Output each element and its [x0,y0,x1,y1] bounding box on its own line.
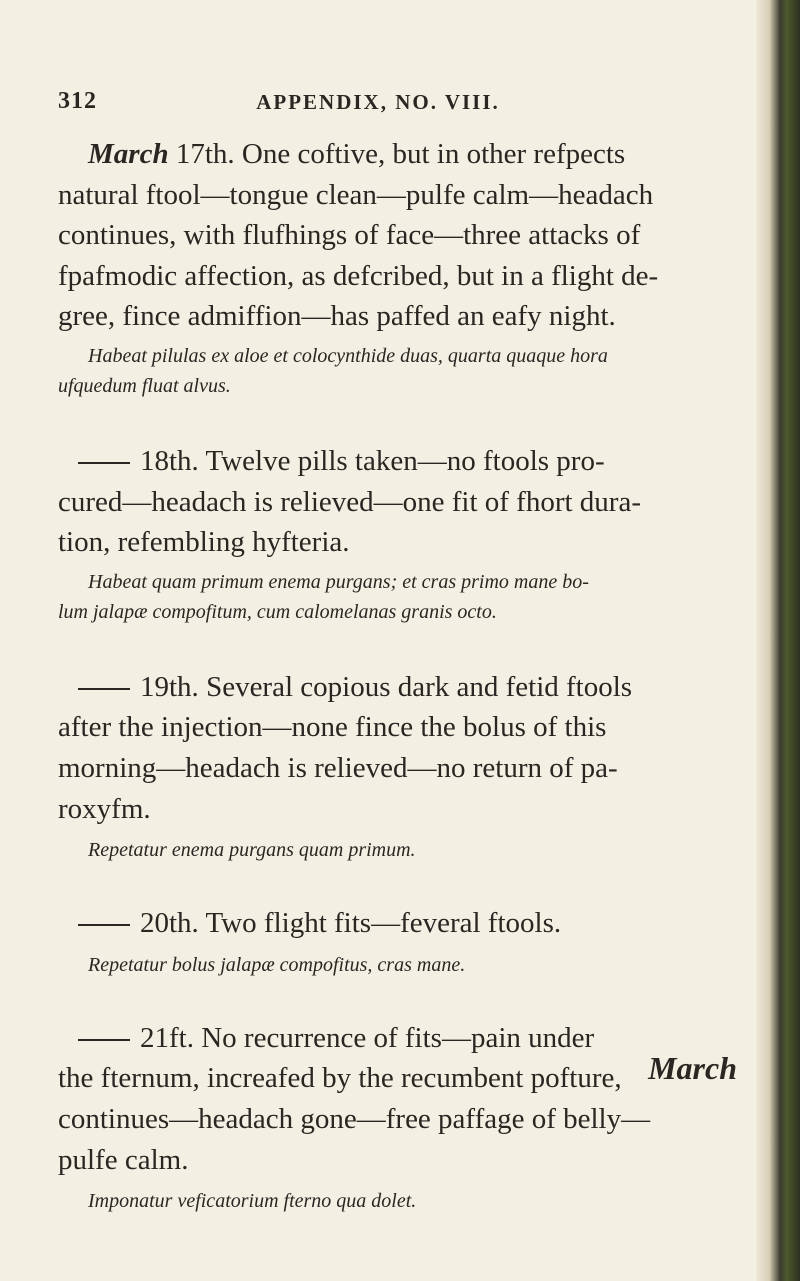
ditto-dash [78,688,130,690]
ditto-dash [78,1039,130,1041]
entry-line: continues, with flufhings of face—three attacks of [58,219,641,252]
entry-line [58,134,710,175]
prescription-line [58,339,710,373]
entry-line: natural ftool—tongue clean—pulfe calm—headach [58,178,654,211]
entry-20th [58,903,710,982]
entry-19th [58,667,710,867]
entry-line: pulfe calm. [58,1143,189,1176]
running-head: APPENDIX, NO. VIII. [256,90,500,114]
prescription-text: Imponatur veficatorium fterno qua dolet. [88,1190,417,1213]
entry-text: No recurrence of fits—pain under [201,1021,595,1054]
prescription-text: Repetatur bolus jalapæ compofitus, cras mane. [88,953,466,976]
prescription-line [58,565,710,599]
entry-day: 20th. [140,907,199,940]
entry-line: the fternum, increafed by the recumbent pofture, [58,1062,622,1095]
entry-text: Several copious dark and fetid ftools [206,670,633,703]
book-spine-edge [756,0,800,1281]
entry-month: March [88,138,169,170]
catchword: March [648,1050,737,1086]
entry-line: morning—headach is relieved—no return of pa- [58,751,618,784]
entry-text: Two flight fits—feveral ftools. [205,907,562,940]
entry-line [58,667,710,708]
entry-line: roxyfm. [58,792,151,825]
entry-line: after the injection—none fince the bolus of this [58,711,607,744]
entry-march-17 [58,134,710,403]
ditto-dash [78,462,130,464]
entry-line: fpafmodic affection, as defcribed, but in a flight de- [58,259,659,292]
entry-line: tion, refembling hyfteria. [58,526,350,559]
entry-21st [58,1018,710,1218]
page-number: 312 [58,88,97,114]
entry-day: 19th. [140,670,199,703]
entry-line [58,903,710,944]
ditto-dash [78,924,130,926]
entry-line: cured—headach is relieved—one fit of fhort dura- [58,485,641,518]
page-body [58,134,710,1218]
prescription-line [58,948,710,982]
prescription-text: Habeat quam primum enema purgans; et cras primo mane bo- [88,570,589,593]
entry-line: gree, fince admiffion—has paffed an eafy night. [58,300,616,333]
entry-line [58,1018,710,1059]
entry-day: 18th. [140,444,199,477]
prescription-line [58,1184,710,1218]
prescription-line [58,833,710,867]
entry-18th [58,441,710,629]
entry-line [58,441,710,482]
entry-text: One coftive, but in other refpects [241,138,626,170]
prescription-text: Repetatur enema purgans quam primum. [88,839,416,862]
prescription-line: lum jalapæ compofitum, cum calomelanas granis octo. [58,600,497,623]
entry-line: continues—headach gone—free paffage of belly— [58,1102,651,1135]
entry-day: 21ft. [140,1021,194,1054]
page-header [58,88,698,118]
entry-text: Twelve pills taken—no ftools pro- [205,444,605,477]
prescription-line: ufquedum fluat alvus. [58,374,231,397]
prescription-text: Habeat pilulas ex aloe et colocynthide duas, quarta quaque hora [88,344,608,367]
entry-day: 17th. [175,138,235,170]
